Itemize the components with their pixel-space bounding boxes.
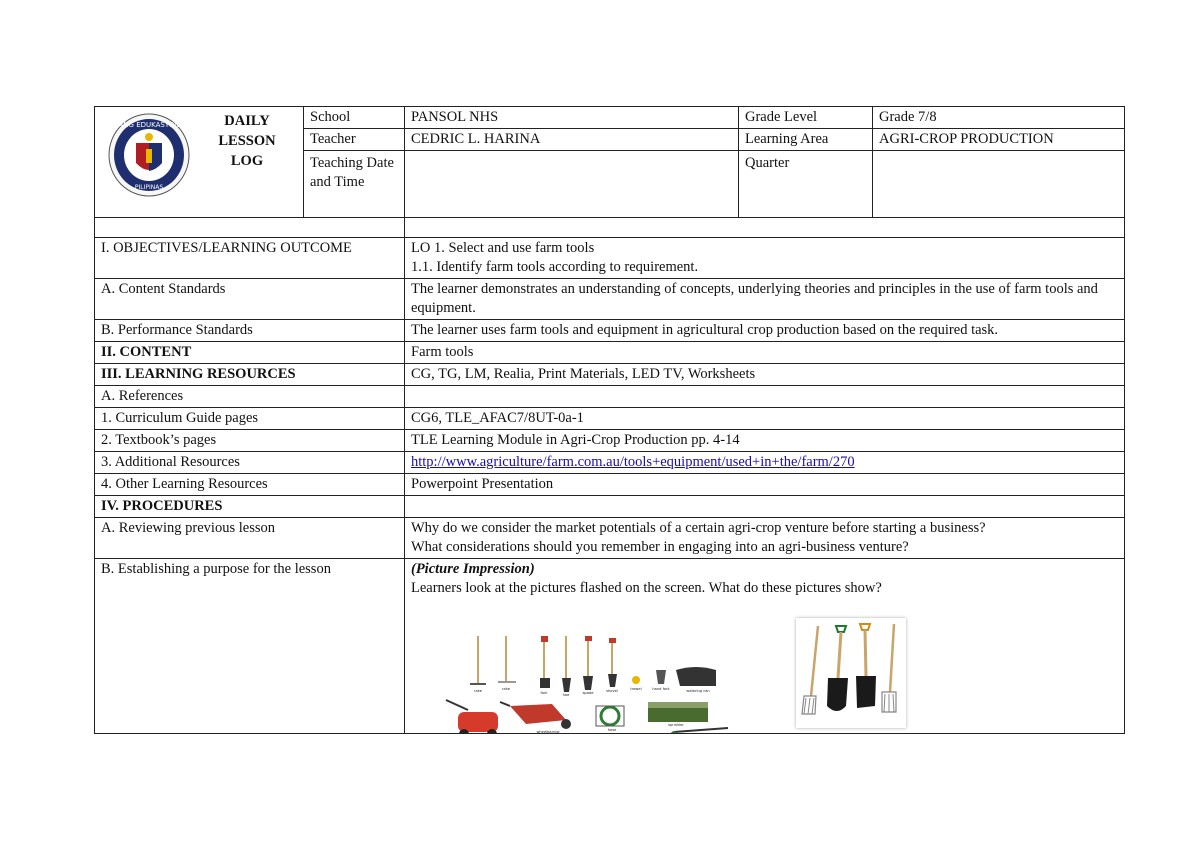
textbook-pages-label: 2. Textbook’s pages: [95, 430, 405, 452]
deped-seal-icon: [108, 113, 190, 197]
additional-resources-cell: [405, 452, 1125, 474]
performance-standards-label: B. Performance Standards: [95, 320, 405, 342]
grade-level-label: Grade Level: [739, 107, 873, 129]
tool-label: hose: [607, 728, 617, 732]
additional-resources-link[interactable]: http://www.agriculture/farm.com.au/tools+equipment/used+in+the/farm/270: [411, 454, 855, 470]
teaching-date-label: Teaching Date and Time: [304, 151, 405, 218]
reviewing-lesson-label: A. Reviewing previous lesson: [95, 518, 405, 559]
tool-label: hand fork: [652, 687, 670, 691]
content-standards-value: The learner demonstrates an understanding of concepts, underlying theories and principles in the use of farm tools and equipment.: [405, 279, 1125, 320]
svg-text:ANG EDUKASYON: ANG EDUKASYON: [118, 121, 180, 129]
school-label: School: [304, 107, 405, 129]
procedures-value: [405, 496, 1125, 518]
teacher-value: CEDRIC L. HARINA: [405, 129, 739, 151]
objectives-value: [405, 238, 1125, 279]
tool-label: hoe: [562, 693, 570, 697]
tool-label: spade: [582, 691, 594, 695]
tool-label: fork: [540, 691, 548, 695]
doc-title-line: LOG: [230, 153, 264, 169]
logo-title-cell: [95, 107, 304, 218]
picture-impression-title: (Picture Impression): [411, 561, 535, 577]
picture-impression-instruction: Learners look at the pictures flashed on the screen. What do these pictures show?: [411, 580, 882, 596]
review-question: Why do we consider the market potentials of a certain agri-crop venture before starting a business?: [411, 520, 986, 536]
svg-text:PILIPINAS: PILIPINAS: [134, 184, 164, 191]
performance-standards-value: The learner uses farm tools and equipment in agricultural crop production based on the required task.: [405, 320, 1125, 342]
learning-area-value: AGRI-CROP PRODUCTION: [873, 129, 1125, 151]
farm-tools-collage-image: rake rake fork hoe spade shovel trowel hand fork watering can lawnmower wheelbarrow hose sprinkler trimmer: [440, 634, 735, 734]
textbook-pages-value: TLE Learning Module in Agri-Crop Production pp. 4-14: [405, 430, 1125, 452]
header-table: [94, 106, 1125, 218]
daily-lesson-log: [94, 106, 1125, 745]
establishing-purpose-label: B. Establishing a purpose for the lesson: [95, 559, 405, 734]
tool-label: trowel: [630, 687, 642, 691]
content-label: II. CONTENT: [95, 342, 405, 364]
doc-title-line: DAILY: [224, 113, 270, 129]
objective-line: LO 1. Select and use farm tools: [411, 240, 595, 256]
tool-label: rake: [502, 687, 510, 691]
content-value: Farm tools: [405, 342, 1125, 364]
tool-label: watering can: [686, 689, 710, 693]
references-value: [405, 386, 1125, 408]
objective-line: 1.1. Identify farm tools according to requirement.: [411, 259, 699, 275]
learning-area-label: Learning Area: [739, 129, 873, 151]
shovels-and-forks-image: [796, 618, 906, 728]
curriculum-guide-label: 1. Curriculum Guide pages: [95, 408, 405, 430]
objectives-label: I. OBJECTIVES/LEARNING OUTCOME: [95, 238, 405, 279]
school-value: PANSOL NHS: [405, 107, 739, 129]
tool-label: sprinkler: [668, 723, 684, 727]
tool-label: rake: [474, 689, 482, 693]
teacher-label: Teacher: [304, 129, 405, 151]
grade-level-value: Grade 7/8: [873, 107, 1125, 129]
learning-resources-value: CG, TG, LM, Realia, Print Materials, LED TV, Worksheets: [405, 364, 1125, 386]
content-standards-label: A. Content Standards: [95, 279, 405, 320]
other-resources-label: 4. Other Learning Resources: [95, 474, 405, 496]
quarter-value: [873, 151, 1125, 218]
curriculum-guide-value: CG6, TLE_AFAC7/8UT-0a-1: [405, 408, 1125, 430]
document-title: [212, 111, 282, 171]
references-label: A. References: [95, 386, 405, 408]
spacer-cell: [405, 218, 1125, 238]
tool-label: shovel: [606, 689, 618, 693]
other-resources-value: Powerpoint Presentation: [405, 474, 1125, 496]
review-question: What considerations should you remember in engaging into an agri-business venture?: [411, 539, 909, 555]
teaching-date-value: [405, 151, 739, 218]
reviewing-lesson-value: [405, 518, 1125, 559]
lesson-body-table: [94, 217, 1125, 745]
procedures-label: IV. PROCEDURES: [95, 496, 405, 518]
establishing-purpose-value: [405, 559, 1125, 745]
tool-label: wheelbarrow: [536, 730, 560, 734]
additional-resources-label: 3. Additional Resources: [95, 452, 405, 474]
spacer-cell: [95, 218, 405, 238]
quarter-label: Quarter: [739, 151, 873, 218]
learning-resources-label: III. LEARNING RESOURCES: [95, 364, 405, 386]
doc-title-line: LESSON: [218, 133, 276, 149]
